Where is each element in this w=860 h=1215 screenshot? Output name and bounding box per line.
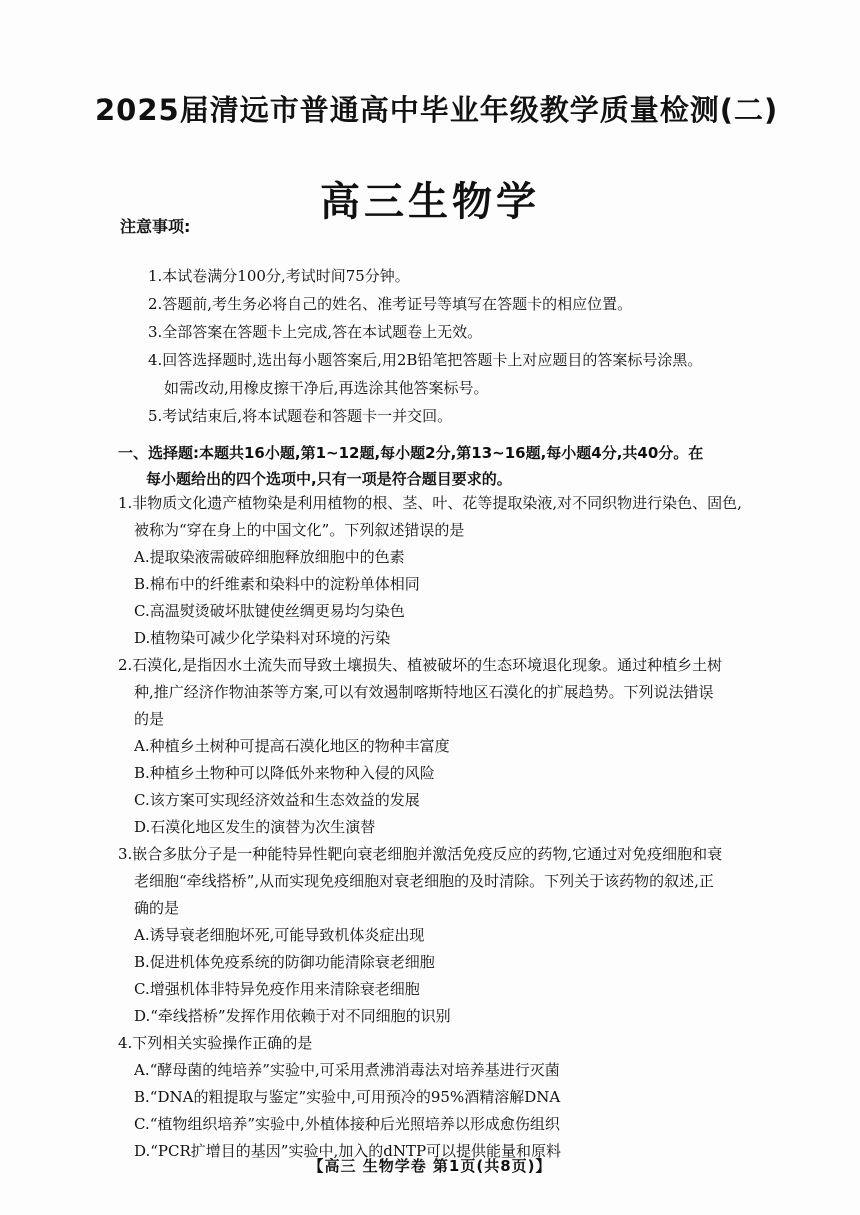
option-b: B.棉布中的纤维素和染料中的淀粉单体相同 — [134, 575, 420, 593]
option-d: D.“牵线搭桥”发挥作用依赖于对不同细胞的识别 — [134, 1007, 451, 1025]
subject-title: 高三生物学 — [320, 179, 540, 225]
option-b: B.促进机体免疫系统的防御功能清除衰老细胞 — [134, 953, 435, 971]
question-stem: 1.非物质文化遗产植物染是利用植物的根、茎、叶、花等提取染液,对不同织物进行染色、固色, — [118, 494, 742, 512]
option-d: D.石漠化地区发生的演替为次生演替 — [134, 818, 376, 836]
option-c: C.该方案可实现经济效益和生态效益的发展 — [134, 791, 420, 809]
emphasis-word: 错误 · · — [404, 521, 434, 539]
option-a: A.诱导衰老细胞坏死,可能导致机体炎症出现 — [134, 926, 425, 944]
note-item-continued: 如需改动,用橡皮擦干净后,再选涂其他答案标号。 — [164, 379, 489, 397]
question-4 — [118, 1030, 830, 1165]
question-3 — [118, 841, 830, 1030]
emphasis-word: 错误 · · — [684, 683, 714, 701]
option-c: C.“植物组织培养”实验中,外植体接种后光照培养以形成愈伤组织 — [134, 1115, 560, 1133]
note-item: 1.本试卷满分100分,考试时间75分钟。 — [148, 267, 410, 285]
stem-text: 被称为“穿在身上的中国文化”。下列叙述 — [134, 521, 405, 539]
question-stem: 3.嵌合多肽分子是一种能特异性靶向衰老细胞并激活免疫反应的药物,它通过对免疫细胞和衰 — [118, 845, 723, 863]
option-b: B.种植乡土物种可以降低外来物种入侵的风险 — [134, 764, 435, 782]
section-heading — [118, 440, 830, 492]
section-line-1: 一、选择题:本题共16小题,第1~12题,每小题2分,第13~16题,每小题4分,共40分。在 — [118, 444, 704, 462]
question-stem — [118, 679, 830, 706]
page-footer: 【高三 生物学卷 第1页(共8页)】 — [308, 1157, 552, 1175]
notes-title: 注意事项: — [120, 217, 191, 236]
option-c: C.增强机体非特异免疫作用来清除衰老细胞 — [134, 980, 420, 998]
option-b: B.“DNA的粗提取与鉴定”实验中,可用预冷的95%酒精溶解DNA — [134, 1088, 561, 1106]
option-a: A.提取染液需破碎细胞释放细胞中的色素 — [134, 548, 405, 566]
note-item: 2.答题前,考生务必将自己的姓名、准考证号等填写在答题卡的相应位置。 — [148, 295, 633, 313]
question-stem: 4.下列相关实验操作正确的是 — [118, 1034, 313, 1052]
option-a: A.种植乡土树种可提高石漠化地区的物种丰富度 — [134, 737, 450, 755]
question-stem: 老细胞“牵线搭桥”,从而实现免疫细胞对衰老细胞的及时清除。下列关于该药物的叙述,正 — [134, 872, 714, 890]
note-item: 4.回答选择题时,选出每小题答案后,用2B铅笔把答题卡上对应题目的答案标号涂黑。 — [148, 351, 703, 369]
option-d: D.植物染可减少化学染料对环境的污染 — [134, 629, 391, 647]
question-stem: 2.石漠化,是指因水土流失而导致土壤损失、植被破坏的生态环境退化现象。通过种植乡土树 — [118, 656, 723, 674]
question-list — [118, 490, 830, 1165]
question-stem — [118, 517, 830, 544]
question-2 — [118, 652, 830, 841]
option-c: C.高温熨烫破坏肽键使丝绸更易均匀染色 — [134, 602, 405, 620]
exam-title: 2025届清远市普通高中毕业年级教学质量检测(二) — [95, 93, 779, 127]
stem-text: 的是 — [434, 521, 465, 539]
question-1 — [118, 490, 830, 652]
option-a: A.“酵母菌的纯培养”实验中,可采用煮沸消毒法对培养基进行灭菌 — [134, 1061, 560, 1079]
option-d: D.“PCR扩增目的基因”实验中,加入的dNTP可以提供能量和原料 — [134, 1142, 562, 1160]
question-stem: 的是 — [134, 710, 165, 728]
section-line-2: 每小题给出的四个选项中,只有一项是符合题目要求的。 — [146, 470, 512, 488]
notes-list — [148, 262, 838, 430]
question-stem: 确的是 — [134, 899, 180, 917]
note-item: 5.考试结束后,将本试题卷和答题卡一并交回。 — [148, 407, 453, 425]
note-item: 3.全部答案在答题卡上完成,答在本试题卷上无效。 — [148, 323, 483, 341]
stem-text: 种,推广经济作物油茶等方案,可以有效遏制喀斯特地区石漠化的扩展趋势。下列说法 — [134, 683, 684, 701]
